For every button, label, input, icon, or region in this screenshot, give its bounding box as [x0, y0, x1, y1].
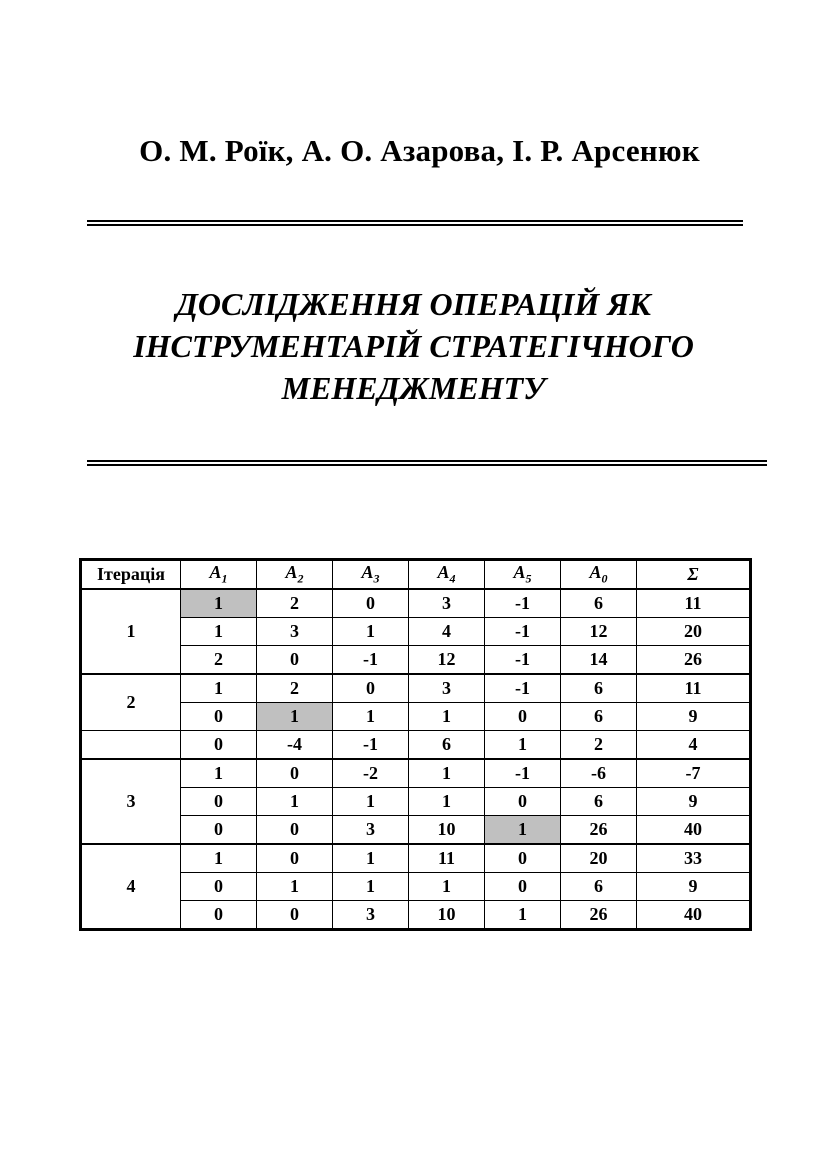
top-divider: [87, 220, 743, 228]
table-cell: -2: [333, 759, 409, 788]
table-cell: 1: [181, 674, 257, 703]
table-row: [81, 788, 751, 816]
table-cell: 0: [333, 674, 409, 703]
header-a1: $A_1$: [181, 560, 257, 590]
table-cell: 0: [257, 844, 333, 873]
table-cell: 1: [181, 759, 257, 788]
table-row: [81, 901, 751, 930]
header-a3: $A_3$: [333, 560, 409, 590]
table-cell: -1: [485, 589, 561, 618]
table-cell: 6: [409, 731, 485, 760]
iteration-cell-empty: [81, 731, 181, 760]
iteration-number: 2: [81, 674, 181, 731]
table-row: [81, 703, 751, 731]
bottom-divider: [87, 460, 767, 468]
table-cell: -1: [485, 674, 561, 703]
table-cell: 0: [181, 703, 257, 731]
table-cell: 3: [409, 589, 485, 618]
table-cell: 12: [561, 618, 637, 646]
table-body: [81, 589, 751, 930]
table-cell: 1: [181, 844, 257, 873]
table-cell: 3: [333, 816, 409, 845]
table-cell: 1: [409, 703, 485, 731]
table-cell: 0: [181, 873, 257, 901]
table-cell: 1: [333, 844, 409, 873]
header-a4: $A_4$: [409, 560, 485, 590]
table-cell: 26: [637, 646, 751, 675]
iteration-number: 4: [81, 844, 181, 930]
table-cell: 1: [409, 788, 485, 816]
table-row: [81, 674, 751, 703]
table-cell: 1: [485, 731, 561, 760]
table-cell: 3: [409, 674, 485, 703]
table-cell: 10: [409, 816, 485, 845]
table-cell: 1: [409, 873, 485, 901]
table-cell: -7: [637, 759, 751, 788]
table-row: [81, 731, 751, 760]
table-cell: -1: [333, 646, 409, 675]
table-cell: 26: [561, 816, 637, 845]
table-cell: 4: [409, 618, 485, 646]
table-row: [81, 646, 751, 675]
table-cell: 4: [637, 731, 751, 760]
pivot-cell: 1: [181, 589, 257, 618]
table-cell: 2: [181, 646, 257, 675]
table-cell: 20: [561, 844, 637, 873]
header-a5: $A_5$: [485, 560, 561, 590]
header-a2: $A_2$: [257, 560, 333, 590]
table-cell: 6: [561, 703, 637, 731]
title-line-1: ДОСЛІДЖЕННЯ ОПЕРАЦІЙ ЯК: [176, 286, 651, 322]
header-a0: $A_0$: [561, 560, 637, 590]
table-cell: 14: [561, 646, 637, 675]
title-line-2: ІНСТРУМЕНТАРІЙ СТРАТЕГІЧНОГО: [133, 328, 694, 364]
table-cell: 0: [257, 759, 333, 788]
table-cell: 20: [637, 618, 751, 646]
table-cell: 1: [333, 703, 409, 731]
table-row: [81, 816, 751, 845]
table-cell: 9: [637, 873, 751, 901]
table-cell: -4: [257, 731, 333, 760]
table-cell: 2: [561, 731, 637, 760]
table-cell: 1: [409, 759, 485, 788]
table-cell: 6: [561, 674, 637, 703]
table-cell: 11: [409, 844, 485, 873]
table-cell: -1: [485, 759, 561, 788]
table-cell: 0: [181, 816, 257, 845]
simplex-iterations-table: [79, 558, 752, 931]
table-row: [81, 618, 751, 646]
table-cell: 10: [409, 901, 485, 930]
table-cell: 2: [257, 674, 333, 703]
table-cell: 1: [333, 788, 409, 816]
table-cell: 0: [181, 788, 257, 816]
table-cell: 1: [485, 901, 561, 930]
table-cell: 9: [637, 788, 751, 816]
title-line-3: МЕНЕДЖМЕНТУ: [281, 370, 546, 406]
header-iteration: Ітерація: [81, 560, 181, 590]
table-cell: 12: [409, 646, 485, 675]
table-cell: -1: [333, 731, 409, 760]
table-cell: 2: [257, 589, 333, 618]
table-cell: 6: [561, 873, 637, 901]
table-cell: 0: [181, 901, 257, 930]
table-cell: 1: [333, 873, 409, 901]
table-cell: 6: [561, 589, 637, 618]
table-cell: 0: [257, 646, 333, 675]
table-cell: 1: [257, 788, 333, 816]
table-cell: 0: [485, 844, 561, 873]
table-cell: 9: [637, 703, 751, 731]
table-cell: -1: [485, 618, 561, 646]
table-cell: 0: [257, 816, 333, 845]
table-cell: -6: [561, 759, 637, 788]
table-row: [81, 844, 751, 873]
table-cell: 11: [637, 589, 751, 618]
table-row: [81, 589, 751, 618]
table-cell: 11: [637, 674, 751, 703]
header-sigma: Σ: [637, 560, 751, 590]
table-cell: 0: [257, 901, 333, 930]
table-cell: 1: [181, 618, 257, 646]
table-cell: 6: [561, 788, 637, 816]
table-row: [81, 873, 751, 901]
table-row: [81, 759, 751, 788]
table-cell: 40: [637, 901, 751, 930]
iteration-number: 1: [81, 589, 181, 674]
table-header-row: [81, 560, 751, 590]
table-cell: 3: [333, 901, 409, 930]
authors: О. М. Роїк, А. О. Азарова, І. Р. Арсенюк: [139, 133, 700, 168]
table-cell: 1: [333, 618, 409, 646]
pivot-cell: 1: [257, 703, 333, 731]
table-cell: 3: [257, 618, 333, 646]
pivot-cell: 1: [485, 816, 561, 845]
table-cell: 0: [485, 703, 561, 731]
table-cell: 40: [637, 816, 751, 845]
table-cell: 26: [561, 901, 637, 930]
table-cell: 0: [333, 589, 409, 618]
book-title: [0, 283, 827, 409]
table-cell: -1: [485, 646, 561, 675]
table-cell: 0: [485, 873, 561, 901]
table-cell: 0: [181, 731, 257, 760]
table-cell: 33: [637, 844, 751, 873]
iteration-number: 3: [81, 759, 181, 844]
table-cell: 0: [485, 788, 561, 816]
table-cell: 1: [257, 873, 333, 901]
